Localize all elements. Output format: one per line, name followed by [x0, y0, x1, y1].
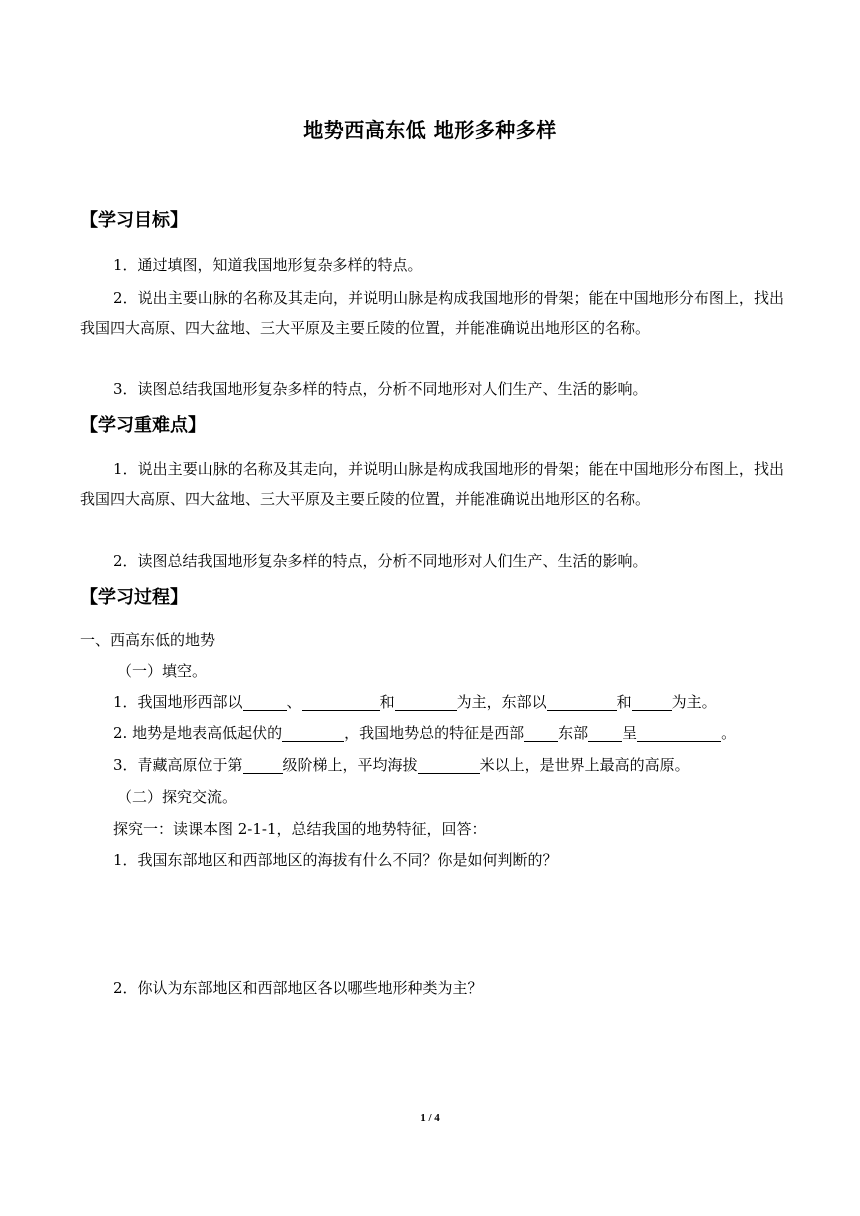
q3-text-2: 级阶梯上，平均海拔 — [282, 756, 418, 774]
q2-text-2: ，我国地势总的特征是西部 — [344, 724, 525, 742]
q2-text-4: 呈 — [622, 724, 638, 742]
q2-text-1: 2. 地势是地表高低起伏的 — [113, 724, 283, 742]
answer-blank[interactable] — [588, 725, 622, 742]
answer-blank[interactable] — [243, 757, 283, 774]
process-heading: 【学习过程】 — [80, 587, 188, 608]
objective-item-1: 1．通过填图，知道我国地形复杂多样的特点。 — [113, 256, 423, 274]
answer-blank[interactable] — [418, 757, 480, 774]
q1-text-4: 为主，东部以 — [456, 693, 547, 711]
answer-blank[interactable] — [547, 694, 617, 711]
q2-text-3: 东部 — [558, 724, 589, 742]
q1-text-3: 和 — [379, 693, 395, 711]
q1-text-1: 1．我国地形西部以 — [113, 693, 243, 711]
key-point-item-1: 1．说出主要山脉的名称及其走向，并说明山脉是构成我国地形的骨架；能在中国地形分布图上，找出我国四大高原、四大盆地、三大平原及主要丘陵的位置，并能准确说出地形区的名称。 — [80, 460, 784, 508]
q1-text-6: 为主。 — [671, 693, 717, 711]
answer-blank[interactable] — [302, 694, 380, 711]
answer-blank[interactable] — [243, 694, 287, 711]
document-title: 地势西高东低 地形多种多样 — [303, 118, 557, 142]
objective-item-2: 2．说出主要山脉的名称及其走向，并说明山脉是构成我国地形的骨架；能在中国地形分布图上，找出我国四大高原、四大盆地、三大平原及主要丘陵的位置，并能准确说出地形区的名称。 — [80, 289, 784, 337]
key-point-item-2: 2．读图总结我国地形复杂多样的特点，分析不同地形对人们生产、生活的影响。 — [113, 552, 648, 570]
fill-title: （一）填空。 — [117, 662, 208, 680]
part1-title: 一、西高东低的地势 — [80, 631, 216, 649]
explore-question-1: 1．我国东部地区和西部地区的海拔有什么不同？你是如何判断的？ — [113, 851, 558, 869]
q1-text-5: 和 — [616, 693, 632, 711]
q3-text-1: 3．青藏高原位于第 — [113, 756, 243, 774]
answer-blank[interactable] — [395, 694, 457, 711]
q2-text-5: 。 — [721, 724, 737, 742]
page-number: 1 / 4 — [420, 1112, 440, 1124]
answer-blank[interactable] — [637, 725, 721, 742]
objective-item-3: 3．读图总结我国地形复杂多样的特点，分析不同地形对人们生产、生活的影响。 — [113, 380, 648, 398]
q1-text-2: 、 — [286, 693, 302, 711]
fill-question-3 — [113, 750, 690, 780]
answer-blank[interactable] — [632, 694, 672, 711]
fill-question-2 — [113, 718, 736, 748]
explore-1-prompt: 探究一：读课本图 2-1-1，总结我国的地势特征，回答： — [113, 820, 487, 838]
explore-title: （二）探究交流。 — [117, 788, 238, 806]
fill-question-1 — [113, 687, 717, 717]
explore-question-2: 2．你认为东部地区和西部地区各以哪些地形种类为主？ — [113, 979, 483, 997]
objectives-heading: 【学习目标】 — [80, 210, 188, 231]
q3-text-3: 米以上，是世界上最高的高原。 — [479, 756, 690, 774]
answer-blank[interactable] — [524, 725, 558, 742]
answer-blank[interactable] — [282, 725, 344, 742]
key-points-heading: 【学习重难点】 — [80, 415, 206, 436]
